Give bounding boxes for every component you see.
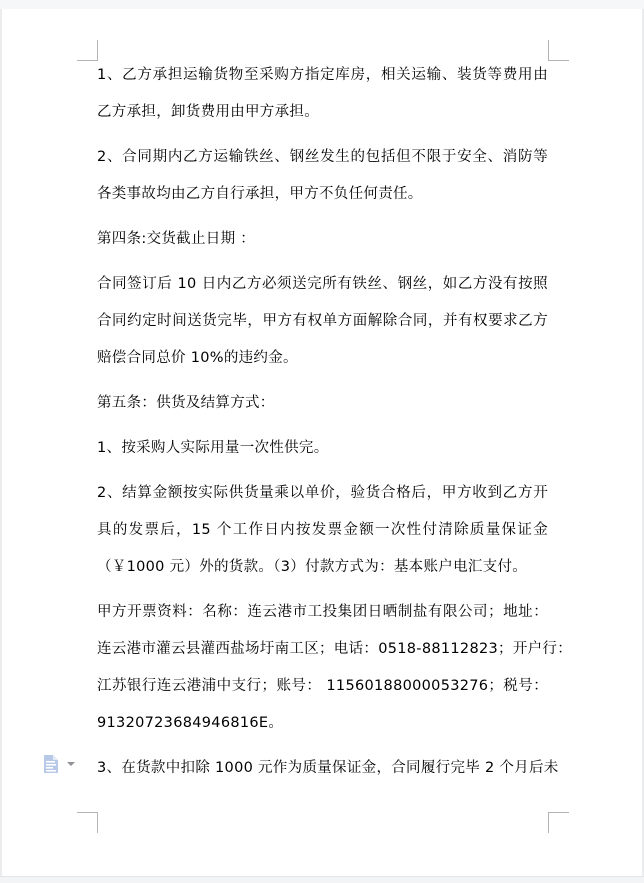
margin-mark-top-right-v <box>548 40 549 61</box>
text-line: 江苏银行连云港浦中支行；账号： 11560188000053276；税号： <box>97 678 548 694</box>
text-line: 各类事故均由乙方自行承担，甲方不负任何责任。 <box>97 186 423 202</box>
margin-mark-bottom-right-v <box>548 812 549 833</box>
document-text[interactable] <box>97 57 573 795</box>
margin-mark-bottom-left-h <box>77 812 98 813</box>
paste-options-icon <box>43 754 60 774</box>
paragraph <box>97 139 548 213</box>
text-line: 连云港市灌云县灌西盐场圩南工区；电话：0518-88112823；开户行： <box>97 641 573 657</box>
text-line: 甲方开票资料：名称：连云港市工投集团日晒制盐有限公司；地址： <box>97 604 548 620</box>
text-line: 2、结算金额按实际供货量乘以单价，验货合格后，甲方收到乙方开 <box>97 485 548 501</box>
page-top-gap <box>0 0 644 9</box>
text-line: 2、合同期内乙方运输铁丝、钢丝发生的包括但不限于安全、消防等 <box>97 149 548 165</box>
margin-mark-bottom-left-v <box>97 812 98 833</box>
paste-options-button[interactable] <box>43 754 79 776</box>
text-line: 合同签订后 10 日内乙方必须送完所有铁丝、钢丝，如乙方没有按照 <box>97 276 548 292</box>
text-line: 1、乙方承担运输货物至采购方指定库房，相关运输、装货等费用由 <box>97 67 548 83</box>
margin-mark-bottom-right-h <box>548 812 569 813</box>
text-line: 乙方承担，卸货费用由甲方承担。 <box>97 104 319 120</box>
paragraph <box>97 266 548 377</box>
text-line: 合同约定时间送货完毕，甲方有权单方面解除合同，并有权要求乙方 <box>97 313 548 329</box>
margin-mark-top-right-h <box>548 60 569 61</box>
page-left-edge <box>0 9 2 876</box>
paragraph <box>97 57 548 131</box>
text-line: 具的发票后，15 个工作日内按发票金额一次性付清除质量保证金 <box>97 522 548 538</box>
text-line: 3、在货款中扣除 1000 元作为质量保证金，合同履行完毕 2 个月后未 <box>97 760 559 776</box>
text-line: 91320723684946816E。 <box>97 715 284 731</box>
text-line: 1、按采购人实际用量一次性供完。 <box>97 440 329 456</box>
paragraph <box>97 385 548 422</box>
paragraph <box>97 594 573 742</box>
chevron-down-icon[interactable] <box>67 762 75 766</box>
paragraph <box>97 430 548 467</box>
paragraph <box>97 475 548 586</box>
margin-mark-top-left-h <box>77 60 98 61</box>
paragraph <box>97 221 548 258</box>
paragraph <box>97 750 559 787</box>
text-line: （￥1000 元）外的货款。（3）付款方式为：基本账户电汇支付。 <box>97 559 528 575</box>
text-line: 第五条：供货及结算方式： <box>97 395 275 411</box>
text-line: 第四条:交货截止日期 ： <box>97 231 256 247</box>
text-line: 赔偿合同总价 10%的违约金。 <box>97 350 298 366</box>
